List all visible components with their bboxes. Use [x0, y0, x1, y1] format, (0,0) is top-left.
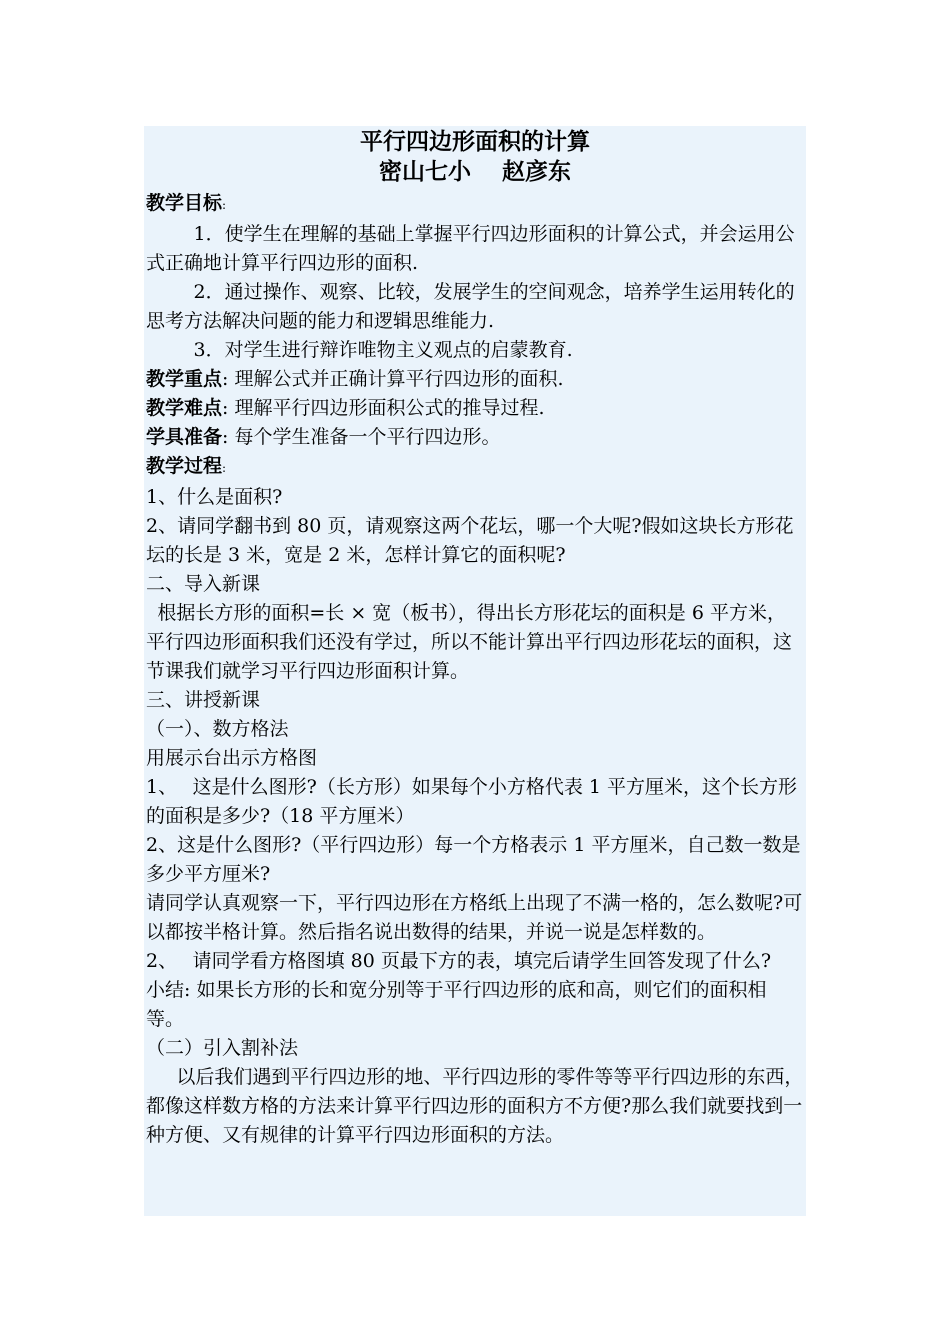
objectives-label: 教学目标: [146, 192, 223, 214]
step-1: 1、什么是面积?: [146, 486, 283, 508]
objectives-colon: :: [222, 198, 227, 212]
subsection-2-heading: （二）引入割补法: [146, 1037, 299, 1059]
subsection-1-intro: 用展示台出示方格图: [146, 747, 318, 769]
focus-line: [146, 365, 804, 394]
tools-line: [146, 423, 804, 452]
tools-label: 学具准备: [146, 426, 223, 448]
objective-2: 2．通过操作、观察、比较，发展学生的空间观念，培养学生运用转化的思考方法解决问题的能力和逻辑思维能力.: [146, 281, 795, 332]
difficulty-label: 教学难点: [146, 397, 223, 419]
process-heading: [146, 452, 804, 483]
document-author: 密山七小 赵彦东: [378, 158, 571, 185]
summary: 小结: 如果长方形的长和宽分别等于平行四边形的底和高，则它们的面积相等。: [146, 979, 767, 1030]
document-title: 平行四边形面积的计算: [360, 128, 590, 155]
focus-text: : 理解公式并正确计算平行四边形的面积.: [222, 368, 564, 390]
section-3-heading: 三、讲授新课: [146, 689, 261, 711]
difficulty-line: [146, 394, 804, 423]
subsection-1-observe: 请同学认真观察一下，平行四边形在方格纸上出现了不满一格的，怎么数呢?可以都按半格计算。然后指名说出数得的结果，并说一说是怎样数的。: [146, 892, 803, 943]
difficulty-text: : 理解平行四边形面积公式的推导过程.: [222, 397, 545, 419]
process-colon: :: [222, 461, 227, 475]
process-label: 教学过程: [146, 455, 223, 477]
document-body: [144, 189, 806, 1150]
objective-1: 1．使学生在理解的基础上掌握平行四边形面积的计算公式，并会运用公式正确地计算平行四边形的面积.: [146, 223, 795, 274]
section-2-text: 根据长方形的面积=长 × 宽（板书），得出长方形花坛的面积是 6 平方米，平行四边形面积我们还没有学过，所以不能计算出平行四边形花坛的面积，这节课我们就学习平行四边形面积计算。: [146, 602, 793, 682]
section-2-heading: 二、导入新课: [146, 573, 261, 595]
tools-text: : 每个学生准备一个平行四边形。: [222, 426, 501, 448]
document-page: [144, 126, 806, 1216]
focus-label: 教学重点: [146, 368, 223, 390]
subsection-1-item-1: 1、 这是什么图形?（长方形）如果每个小方格代表 1 平方厘米，这个长方形的面积是多少?（18 平方厘米）: [146, 776, 797, 827]
objectives-heading: [146, 189, 804, 220]
subsection-1-item-3: 2、 请同学看方格图填 80 页最下方的表，填完后请学生回答发现了什么?: [146, 950, 772, 972]
subsection-1-item-2: 2、这是什么图形?（平行四边形）每一个方格表示 1 平方厘米，自己数一数是多少平方厘米?: [146, 834, 801, 885]
step-2: 2、请同学翻书到 80 页，请观察这两个花坛，哪一个大呢?假如这块长方形花坛的长是 3 米，宽是 2 米，怎样计算它的面积呢?: [146, 515, 794, 566]
objective-3: 3．对学生进行辩诈唯物主义观点的启蒙教育.: [193, 339, 573, 361]
subsection-2-text: 以后我们遇到平行四边形的地、平行四边形的零件等等平行四边形的东西，都像这样数方格的方法来计算平行四边形的面积方不方便?那么我们就要找到一种方便、又有规律的计算平行四边形面积的方法。: [146, 1066, 804, 1146]
subsection-1-heading: （一）、数方格法: [146, 718, 289, 740]
